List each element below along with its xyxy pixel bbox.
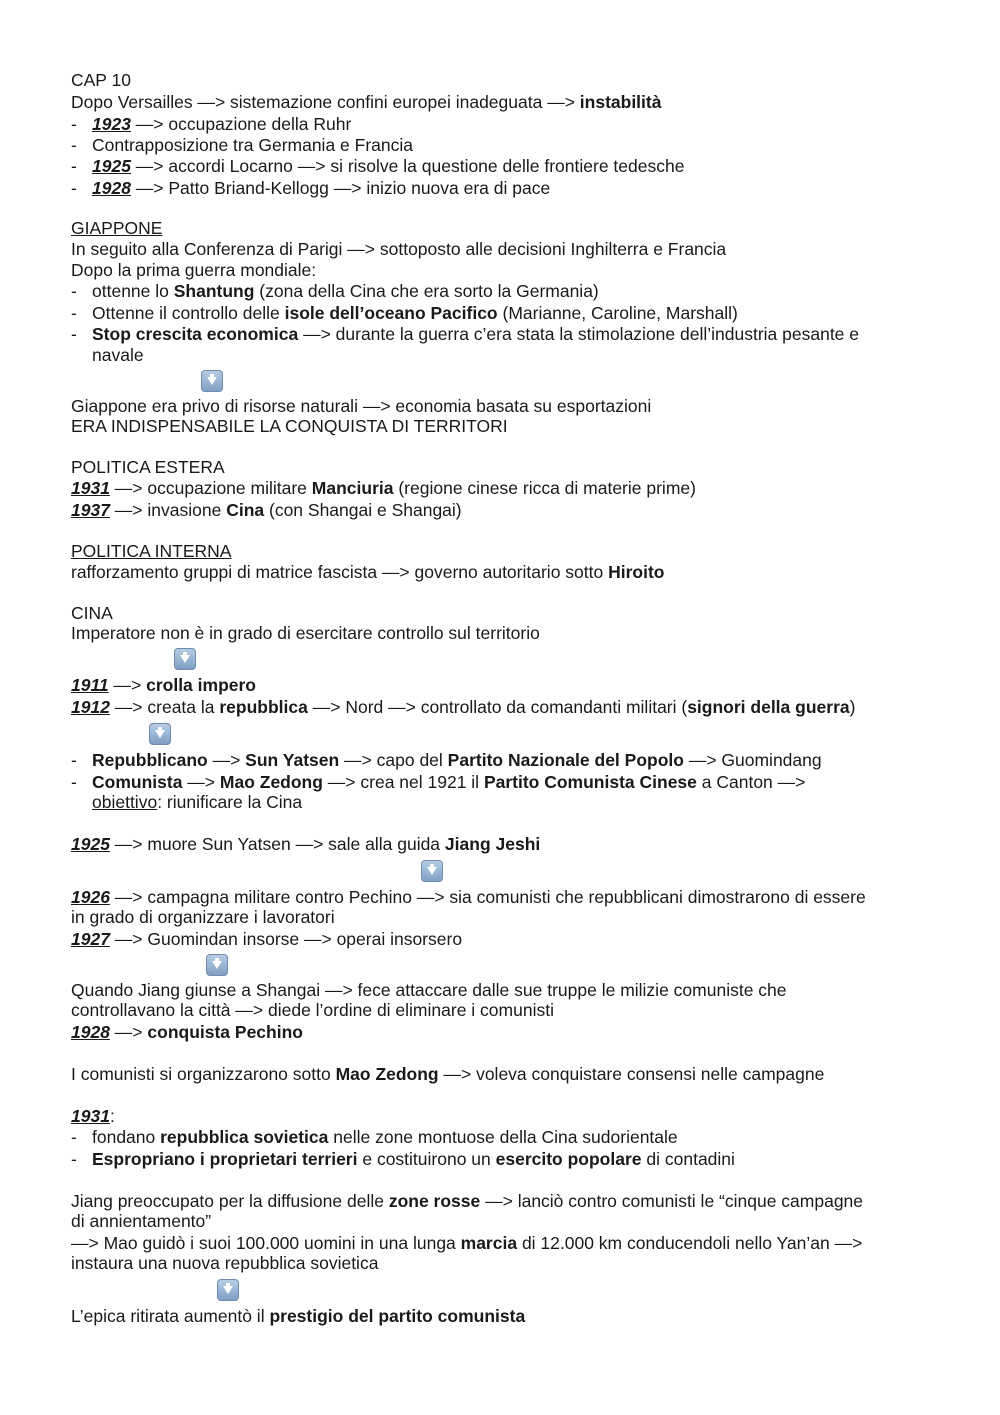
list-item: Contrapposizione tra Germania e Francia: [92, 135, 413, 155]
list-item-continuation: obiettivo: riunificare la Cina: [92, 792, 303, 812]
list-item: fondano repubblica sovietica nelle zone montuose della Cina sudorientale: [92, 1127, 678, 1147]
timeline-row: 1931 —> occupazione militare Manciuria (regione cinese ricca di materie prime): [71, 478, 696, 498]
section-heading-politica-interna: POLITICA INTERNA: [71, 541, 232, 561]
text-line: instaura una nuova repubblica sovietica: [71, 1253, 379, 1273]
intro-line: Dopo Versailles —> sistemazione confini europei inadeguata —> instabilità: [71, 92, 662, 112]
bullet-dash: -: [71, 156, 77, 176]
down-arrow-icon: [206, 954, 228, 976]
text-line: —> Mao guidò i suoi 100.000 uomini in una lunga marcia di 12.000 km conducendoli nello Yan’an —>: [71, 1233, 863, 1253]
section-heading-giappone: GIAPPONE: [71, 218, 163, 238]
bullet-dash: -: [71, 324, 77, 344]
list-item: Comunista —> Mao Zedong —> crea nel 1921 il Partito Comunista Cinese a Canton —>: [92, 772, 806, 792]
list-item: Repubblicano —> Sun Yatsen —> capo del Partito Nazionale del Popolo —> Guomindang: [92, 750, 822, 770]
timeline-row: 1931:: [71, 1106, 115, 1126]
bullet-dash: -: [71, 772, 77, 792]
list-item-continuation: navale: [92, 345, 144, 365]
bullet-dash: -: [71, 281, 77, 301]
down-arrow-icon: [201, 370, 223, 392]
list-item: 1923 —> occupazione della Ruhr: [92, 114, 352, 134]
text-line: Giappone era privo di risorse naturali —> economia basata su esportazioni: [71, 396, 652, 416]
timeline-row: 1937 —> invasione Cina (con Shangai e Shangai): [71, 500, 462, 520]
bullet-dash: -: [71, 1127, 77, 1147]
list-item: 1925 —> accordi Locarno —> si risolve la questione delle frontiere tedesche: [92, 156, 685, 176]
down-arrow-icon: [174, 648, 196, 670]
text-line: Quando Jiang giunse a Shangai —> fece attaccare dalle sue truppe le milizie comuniste che: [71, 980, 787, 1000]
bullet-dash: -: [71, 135, 77, 155]
timeline-row: 1912 —> creata la repubblica —> Nord —> controllato da comandanti militari (signori della guerra): [71, 697, 856, 717]
text-line: In seguito alla Conferenza di Parigi —> sottoposto alle decisioni Inghilterra e Francia: [71, 239, 727, 259]
timeline-row: 1928 —> conquista Pechino: [71, 1022, 303, 1042]
timeline-row: 1925 —> muore Sun Yatsen —> sale alla guida Jiang Jeshi: [71, 834, 541, 854]
text-line: Dopo la prima guerra mondiale:: [71, 260, 317, 280]
timeline-row: 1927 —> Guomindan insorse —> operai insorsero: [71, 929, 463, 949]
list-item: ottenne lo Shantung (zona della Cina che era sorto la Germania): [92, 281, 599, 301]
bullet-dash: -: [71, 114, 77, 134]
bullet-dash: -: [71, 303, 77, 323]
down-arrow-icon: [421, 860, 443, 882]
timeline-row: 1926 —> campagna militare contro Pechino —> sia comunisti che repubblicani dimostrarono di essere: [71, 887, 866, 907]
text-line: L’epica ritirata aumentò il prestigio del partito comunista: [71, 1306, 526, 1326]
section-heading-cina: CINA: [71, 603, 113, 623]
text-line: in grado di organizzare i lavoratori: [71, 907, 335, 927]
text-line: controllavano la città —> diede l’ordine di eliminare i comunisti: [71, 1000, 554, 1020]
list-item: Espropriano i proprietari terrieri e costituirono un esercito popolare di contadini: [92, 1149, 735, 1169]
chapter-title: CAP 10: [71, 70, 131, 90]
bullet-dash: -: [71, 1149, 77, 1169]
section-heading-politica-estera: POLITICA ESTERA: [71, 457, 225, 477]
timeline-row: 1911 —> crolla impero: [71, 675, 256, 695]
text-line: I comunisti si organizzarono sotto Mao Zedong —> voleva conquistare consensi nelle campagne: [71, 1064, 825, 1084]
list-item: Stop crescita economica —> durante la guerra c’era stata la stimolazione dell’industria pesante e: [92, 324, 860, 344]
bullet-dash: -: [71, 178, 77, 198]
list-item: 1928 —> Patto Briand-Kellogg —> inizio nuova era di pace: [92, 178, 551, 198]
text-line: Jiang preoccupato per la diffusione delle zone rosse —> lanciò contro comunisti le “cinque campagne: [71, 1191, 864, 1211]
text-line: ERA INDISPENSABILE LA CONQUISTA DI TERRITORI: [71, 416, 508, 436]
text-line: di annientamento”: [71, 1211, 212, 1231]
down-arrow-icon: [217, 1279, 239, 1301]
bullet-dash: -: [71, 750, 77, 770]
down-arrow-icon: [149, 723, 171, 745]
text-line: rafforzamento gruppi di matrice fascista —> governo autoritario sotto Hiroito: [71, 562, 665, 582]
list-item: Ottenne il controllo delle isole dell’oceano Pacifico (Marianne, Caroline, Marshall): [92, 303, 738, 323]
text-line: Imperatore non è in grado di esercitare controllo sul territorio: [71, 623, 540, 643]
